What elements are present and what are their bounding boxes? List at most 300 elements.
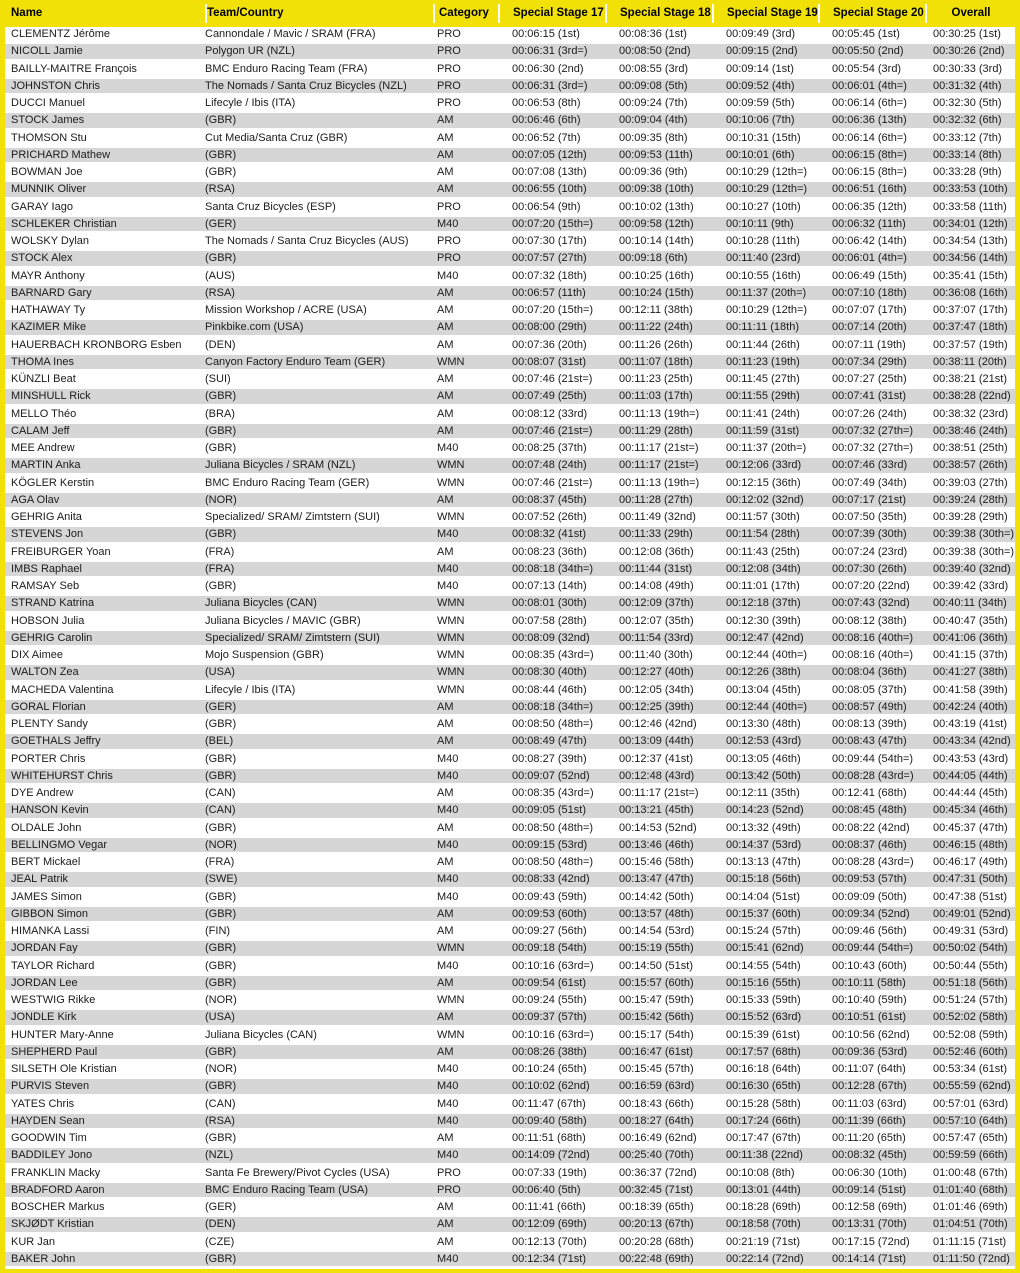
stage19-time: 00:09:49 (3rd): [726, 28, 796, 41]
rider-name: WALTON Zea: [11, 666, 79, 679]
rider-name: KUR Jan: [11, 1235, 56, 1248]
stage17-time: 00:07:08 (13th): [512, 166, 587, 179]
stage19-time: 00:14:37 (53rd): [726, 838, 802, 851]
stage19-time: 00:12:06 (33rd): [726, 459, 802, 472]
category: AM: [437, 183, 454, 196]
stage17-time: 00:06:31 (3rd=): [512, 45, 588, 58]
stage19-time: 00:09:59 (5th): [726, 97, 795, 110]
rider-name: JOHNSTON Chris: [11, 79, 101, 92]
stage20-time: 00:09:53 (57th): [832, 873, 907, 886]
team-country: (GBR): [205, 166, 237, 179]
stage20-time: 00:09:44 (54th=): [832, 942, 914, 955]
rider-name: YATES Chris: [11, 1097, 75, 1110]
stage20-time: 00:08:57 (49th): [832, 700, 907, 713]
team-country: (SWE): [205, 873, 238, 886]
overall-time: 00:39:03 (27th): [933, 476, 1008, 489]
team-country: (GBR): [205, 114, 237, 127]
stage19-time: 00:17:47 (67th): [726, 1132, 801, 1145]
stage18-time: 00:11:13 (19th=): [619, 407, 700, 420]
team-country: (GER): [205, 1201, 237, 1214]
stage18-time: 00:14:53 (52nd): [619, 821, 697, 834]
category: AM: [437, 493, 454, 506]
table-row: [5, 62, 1015, 79]
stage20-time: 00:17:15 (72nd): [832, 1235, 910, 1248]
overall-time: 00:55:59 (62nd): [933, 1080, 1011, 1093]
stage17-time: 00:11:47 (67th): [512, 1097, 586, 1110]
stage20-time: 00:09:09 (50th): [832, 890, 907, 903]
stage19-time: 00:11:37 (20th=): [726, 442, 807, 455]
stage17-time: 00:08:50 (48th=): [512, 821, 594, 834]
stage18-time: 00:11:17 (21st=): [619, 787, 699, 800]
stage17-time: 00:07:13 (14th): [512, 580, 587, 593]
team-country: Juliana Bicycles (CAN): [205, 597, 317, 610]
table-row: [5, 734, 1015, 751]
stage17-time: 00:08:44 (46th): [512, 683, 587, 696]
table-row: [5, 683, 1015, 700]
stage19-time: 00:11:40 (23rd): [726, 252, 801, 265]
overall-time: 00:33:53 (10th): [933, 183, 1008, 196]
stage20-time: 00:07:20 (22nd): [832, 580, 910, 593]
stage20-time: 00:07:32 (27th=): [832, 424, 914, 437]
stage20-time: 00:07:32 (27th=): [832, 442, 914, 455]
category: M40: [437, 959, 459, 972]
team-country: (FRA): [205, 562, 235, 575]
team-country: (CAN): [205, 787, 236, 800]
stage20-time: 00:05:50 (2nd): [832, 45, 904, 58]
overall-time: 00:39:28 (29th): [933, 511, 1008, 524]
stage20-time: 00:08:16 (40th=): [832, 649, 914, 662]
stage20-time: 00:07:39 (30th): [832, 528, 907, 541]
overall-time: 00:52:08 (59th): [933, 1028, 1008, 1041]
stage18-time: 00:32:45 (71st): [619, 1183, 693, 1196]
stage19-time: 00:12:18 (37th): [726, 597, 801, 610]
table-row: [5, 1062, 1015, 1079]
category: AM: [437, 1011, 454, 1024]
table-row: [5, 251, 1015, 268]
overall-time: 00:51:24 (57th): [933, 994, 1008, 1007]
overall-time: 00:30:26 (2nd): [933, 45, 1005, 58]
table-row: [5, 131, 1015, 148]
stage19-time: 00:15:18 (56th): [726, 873, 801, 886]
category: AM: [437, 390, 454, 403]
category: WMN: [437, 597, 465, 610]
stage20-time: 00:08:32 (45th): [832, 1149, 907, 1162]
table-row: [5, 1235, 1015, 1252]
team-country: (USA): [205, 1011, 235, 1024]
stage17-time: 00:06:53 (8th): [512, 97, 581, 110]
stage20-time: 00:10:51 (61st): [832, 1011, 906, 1024]
stage19-time: 00:13:13 (47th): [726, 856, 801, 869]
rider-name: SILSETH Ole Kristian: [11, 1063, 117, 1076]
stage19-time: 00:12:44 (40th=): [726, 649, 808, 662]
stage17-time: 00:09:18 (54th): [512, 942, 587, 955]
table-row: [5, 821, 1015, 838]
rider-name: THOMA Ines: [11, 355, 74, 368]
stage19-time: 00:15:52 (63rd): [726, 1011, 802, 1024]
stage20-time: 00:06:01 (4th=): [832, 252, 907, 265]
overall-time: 00:47:31 (50th): [933, 873, 1008, 886]
overall-time: 00:43:19 (41st): [933, 718, 1007, 731]
category: AM: [437, 304, 454, 317]
stage19-time: 00:11:59 (31st): [726, 424, 800, 437]
column-header-category: Category: [433, 4, 498, 23]
rider-name: BELLINGMO Vegar: [11, 838, 107, 851]
stage19-time: 00:10:29 (12th=): [726, 304, 808, 317]
table-row: [5, 286, 1015, 303]
stage17-time: 00:09:05 (51st): [512, 804, 586, 817]
column-header-stage17: Special Stage 17: [498, 4, 605, 23]
table-row: [5, 579, 1015, 596]
category: PRO: [437, 45, 461, 58]
stage18-time: 00:12:07 (35th): [619, 614, 694, 627]
stage20-time: 00:08:04 (36th): [832, 666, 907, 679]
team-country: (NOR): [205, 838, 237, 851]
stage19-time: 00:11:41 (24th): [726, 407, 800, 420]
rider-name: KÖGLER Kerstin: [11, 476, 95, 489]
rider-name: MELLO Théo: [11, 407, 77, 420]
table-row: [5, 545, 1015, 562]
table-row: [5, 217, 1015, 234]
stage18-time: 00:13:47 (47th): [619, 873, 694, 886]
rider-name: WHITEHURST Chris: [11, 769, 113, 782]
rider-name: JONDLE Kirk: [11, 1011, 77, 1024]
category: M40: [437, 838, 459, 851]
stage20-time: 00:07:14 (20th): [832, 321, 907, 334]
team-country: (GBR): [205, 1080, 237, 1093]
stage18-time: 00:13:21 (45th): [619, 804, 694, 817]
stage18-time: 00:11:13 (19th=): [619, 476, 700, 489]
stage20-time: 00:07:46 (33rd): [832, 459, 908, 472]
table-row: [5, 976, 1015, 993]
stage18-time: 00:10:02 (13th): [619, 200, 694, 213]
stage20-time: 00:12:58 (69th): [832, 1201, 907, 1214]
stage19-time: 00:12:44 (40th=): [726, 700, 808, 713]
overall-time: 00:38:57 (26th): [933, 459, 1008, 472]
team-country: (GER): [205, 217, 237, 230]
table-row: [5, 269, 1015, 286]
overall-time: 00:39:38 (30th=): [933, 528, 1015, 541]
stage18-time: 00:10:24 (15th): [619, 286, 694, 299]
stage18-time: 00:15:47 (59th): [619, 994, 694, 1007]
overall-time: 00:33:12 (7th): [933, 131, 1002, 144]
rider-name: SHEPHERD Paul: [11, 1045, 98, 1058]
rider-name: HAYDEN Sean: [11, 1114, 85, 1127]
team-country: Canyon Factory Enduro Team (GER): [205, 355, 386, 368]
stage19-time: 00:10:06 (7th): [726, 114, 795, 127]
category: AM: [437, 407, 454, 420]
rider-name: CLEMENTZ Jérôme: [11, 28, 111, 41]
rider-name: WOLSKY Dylan: [11, 235, 90, 248]
overall-time: 00:57:47 (65th): [933, 1132, 1008, 1145]
stage17-time: 00:07:52 (26th): [512, 511, 587, 524]
stage19-time: 00:10:27 (10th): [726, 200, 801, 213]
stage19-time: 00:11:37 (20th=): [726, 286, 807, 299]
stage18-time: 00:09:35 (8th): [619, 131, 688, 144]
stage19-time: 00:11:11 (18th): [726, 321, 799, 334]
stage17-time: 00:09:24 (55th): [512, 994, 587, 1007]
stage20-time: 00:09:44 (54th=): [832, 752, 914, 765]
category: PRO: [437, 97, 461, 110]
stage18-time: 00:12:48 (43rd): [619, 769, 695, 782]
stage17-time: 00:11:41 (66th): [512, 1201, 586, 1214]
category: M40: [437, 442, 459, 455]
stage17-time: 00:06:15 (1st): [512, 28, 580, 41]
rider-name: GOETHALS Jeffry: [11, 735, 101, 748]
stage20-time: 00:06:14 (6th=): [832, 131, 907, 144]
category: WMN: [437, 649, 465, 662]
rider-name: BOSCHER Markus: [11, 1201, 105, 1214]
team-country: (RSA): [205, 183, 235, 196]
team-country: (USA): [205, 666, 235, 679]
stage19-time: 00:11:54 (28th): [726, 528, 800, 541]
team-country: (GBR): [205, 907, 237, 920]
stage19-time: 00:11:01 (17th): [726, 580, 800, 593]
category: M40: [437, 217, 459, 230]
rider-name: BOWMAN Joe: [11, 166, 83, 179]
overall-time: 00:40:11 (34th): [933, 597, 1007, 610]
team-country: BMC Enduro Racing Team (FRA): [205, 62, 368, 75]
stage18-time: 00:12:11 (38th): [619, 304, 693, 317]
table-row: [5, 476, 1015, 493]
rider-name: MACHEDA Valentina: [11, 683, 114, 696]
stage17-time: 00:07:32 (18th): [512, 269, 587, 282]
overall-time: 00:39:38 (30th=): [933, 545, 1015, 558]
team-country: Juliana Bicycles / SRAM (NZL): [205, 459, 356, 472]
rider-name: GIBBON Simon: [11, 907, 89, 920]
category: AM: [437, 907, 454, 920]
stage17-time: 00:08:35 (43rd=): [512, 787, 594, 800]
stage17-time: 00:06:55 (10th): [512, 183, 587, 196]
stage20-time: 00:09:34 (52nd): [832, 907, 910, 920]
stage18-time: 00:15:45 (57th): [619, 1063, 694, 1076]
table-row: [5, 1166, 1015, 1183]
stage19-time: 00:09:15 (2nd): [726, 45, 798, 58]
stage17-time: 00:08:50 (48th=): [512, 856, 594, 869]
category: AM: [437, 1235, 454, 1248]
team-country: (GBR): [205, 976, 237, 989]
rider-name: GORAL Florian: [11, 700, 86, 713]
stage20-time: 00:07:07 (17th): [832, 304, 907, 317]
stage17-time: 00:08:33 (42nd): [512, 873, 590, 886]
stage18-time: 00:13:46 (46th): [619, 838, 694, 851]
rider-name: IMBS Raphael: [11, 562, 82, 575]
team-country: Mission Workshop / ACRE (USA): [205, 304, 367, 317]
stage19-time: 00:15:24 (57th): [726, 925, 801, 938]
stage17-time: 00:07:20 (15th=): [512, 217, 594, 230]
overall-time: 00:32:32 (6th): [933, 114, 1002, 127]
stage17-time: 00:09:40 (58th): [512, 1114, 587, 1127]
rider-name: PURVIS Steven: [11, 1080, 90, 1093]
stage18-time: 00:09:36 (9th): [619, 166, 688, 179]
team-country: Pinkbike.com (USA): [205, 321, 304, 334]
stage19-time: 00:12:11 (35th): [726, 787, 800, 800]
overall-time: 00:41:27 (38th): [933, 666, 1008, 679]
rider-name: GARAY Iago: [11, 200, 73, 213]
stage17-time: 00:12:34 (71st): [512, 1252, 586, 1265]
overall-time: 00:36:08 (16th): [933, 286, 1008, 299]
table-row: [5, 631, 1015, 648]
team-country: (NOR): [205, 1063, 237, 1076]
rider-name: BARNARD Gary: [11, 286, 92, 299]
rider-name: KAZIMER Mike: [11, 321, 87, 334]
stage20-time: 00:06:32 (11th): [832, 217, 906, 230]
overall-time: 00:46:17 (49th): [933, 856, 1008, 869]
category: M40: [437, 580, 459, 593]
stage17-time: 00:09:53 (60th): [512, 907, 587, 920]
category: M40: [437, 769, 459, 782]
stage17-time: 00:08:25 (37th): [512, 442, 587, 455]
table-row: [5, 941, 1015, 958]
table-row: [5, 79, 1015, 96]
table-row: [5, 1183, 1015, 1200]
table-row: [5, 1010, 1015, 1027]
stage18-time: 00:12:05 (34th): [619, 683, 694, 696]
stage18-time: 00:11:33 (29th): [619, 528, 693, 541]
overall-time: 01:01:46 (69th): [933, 1201, 1008, 1214]
table-row: [5, 200, 1015, 217]
stage18-time: 00:11:29 (28th): [619, 424, 693, 437]
stage19-time: 00:13:04 (45th): [726, 683, 801, 696]
table-row: [5, 148, 1015, 165]
stage20-time: 00:13:31 (70th): [832, 1218, 907, 1231]
table-row: [5, 424, 1015, 441]
stage17-time: 00:06:30 (2nd): [512, 62, 584, 75]
stage20-time: 00:07:50 (35th): [832, 511, 907, 524]
stage20-time: 00:06:15 (8th=): [832, 148, 907, 161]
team-country: (BEL): [205, 735, 234, 748]
team-country: (DEN): [205, 338, 236, 351]
stage17-time: 00:07:48 (24th): [512, 459, 587, 472]
stage18-time: 00:18:27 (64th): [619, 1114, 694, 1127]
stage20-time: 00:07:27 (25th): [832, 373, 907, 386]
rider-name: RAMSAY Seb: [11, 580, 80, 593]
team-country: (AUS): [205, 269, 235, 282]
stage18-time: 00:11:07 (18th): [619, 355, 693, 368]
team-country: Mojo Suspension (GBR): [205, 649, 324, 662]
stage20-time: 00:07:49 (34th): [832, 476, 907, 489]
stage18-time: 00:11:17 (21st=): [619, 459, 699, 472]
stage19-time: 00:13:30 (48th): [726, 718, 801, 731]
stage20-time: 00:12:41 (68th): [832, 787, 907, 800]
stage20-time: 00:08:28 (43rd=): [832, 769, 914, 782]
rider-name: KÜNZLI Beat: [11, 373, 76, 386]
overall-time: 00:39:24 (28th): [933, 493, 1008, 506]
category: AM: [437, 1201, 454, 1214]
overall-time: 00:38:11 (20th): [933, 355, 1007, 368]
stage17-time: 00:08:27 (39th): [512, 752, 587, 765]
stage20-time: 00:06:15 (8th=): [832, 166, 907, 179]
stage19-time: 00:15:39 (61st): [726, 1028, 800, 1041]
team-country: (NOR): [205, 994, 237, 1007]
overall-time: 00:34:01 (12th): [933, 217, 1008, 230]
rider-name: HIMANKA Lassi: [11, 925, 90, 938]
category: WMN: [437, 511, 465, 524]
stage19-time: 00:10:08 (8th): [726, 1166, 795, 1179]
overall-time: 00:30:25 (1st): [933, 28, 1001, 41]
stage17-time: 00:08:07 (31st): [512, 355, 586, 368]
category: M40: [437, 1063, 459, 1076]
column-header-stage19: Special Stage 19: [712, 4, 818, 23]
table-row: [5, 872, 1015, 889]
team-country: (GBR): [205, 424, 237, 437]
stage17-time: 00:07:46 (21st=): [512, 476, 593, 489]
stage17-time: 00:06:57 (11th): [512, 286, 586, 299]
rider-name: MARTIN Anka: [11, 459, 81, 472]
stage19-time: 00:09:52 (4th): [726, 79, 795, 92]
team-country: The Nomads / Santa Cruz Bicycles (AUS): [205, 235, 409, 248]
stage19-time: 00:22:14 (72nd): [726, 1252, 804, 1265]
stage19-time: 00:15:37 (60th): [726, 907, 801, 920]
stage17-time: 00:08:35 (43rd=): [512, 649, 594, 662]
overall-time: 00:38:21 (21st): [933, 373, 1007, 386]
category: AM: [437, 373, 454, 386]
overall-time: 00:31:32 (4th): [933, 79, 1002, 92]
stage18-time: 00:18:43 (66th): [619, 1097, 694, 1110]
team-country: Cannondale / Mavic / SRAM (FRA): [205, 28, 376, 41]
overall-time: 00:52:46 (60th): [933, 1045, 1008, 1058]
stage18-time: 00:08:36 (1st): [619, 28, 687, 41]
table-row: [5, 1079, 1015, 1096]
stage17-time: 00:09:07 (52nd): [512, 769, 590, 782]
stage17-time: 00:10:24 (65th): [512, 1063, 587, 1076]
stage17-time: 00:09:43 (59th): [512, 890, 587, 903]
stage20-time: 00:08:12 (38th): [832, 614, 907, 627]
stage20-time: 00:08:37 (46th): [832, 838, 907, 851]
overall-time: 00:44:44 (45th): [933, 787, 1008, 800]
rider-name: GEHRIG Carolin: [11, 631, 93, 644]
stage20-time: 00:08:13 (39th): [832, 718, 907, 731]
overall-time: 01:00:48 (67th): [933, 1166, 1008, 1179]
table-row: [5, 320, 1015, 337]
team-country: (FIN): [205, 925, 231, 938]
stage17-time: 00:09:15 (53rd): [512, 838, 588, 851]
overall-time: 00:42:24 (40th): [933, 700, 1008, 713]
overall-time: 00:59:59 (66th): [933, 1149, 1008, 1162]
table-row: [5, 562, 1015, 579]
table-row: [5, 44, 1015, 61]
stage18-time: 00:20:28 (68th): [619, 1235, 694, 1248]
stage19-time: 00:15:33 (59th): [726, 994, 801, 1007]
rider-name: THOMSON Stu: [11, 131, 87, 144]
stage20-time: 00:09:36 (53rd): [832, 1045, 908, 1058]
stage18-time: 00:15:17 (54th): [619, 1028, 694, 1041]
stage18-time: 00:15:57 (60th): [619, 976, 694, 989]
stage18-time: 00:14:50 (51st): [619, 959, 693, 972]
stage19-time: 00:11:43 (25th): [726, 545, 800, 558]
team-country: (NZL): [205, 1149, 234, 1162]
stage19-time: 00:12:02 (32nd): [726, 493, 804, 506]
stage20-time: 00:06:01 (4th=): [832, 79, 907, 92]
rider-name: SKJØDT Kristian: [11, 1218, 94, 1231]
category: M40: [437, 528, 459, 541]
stage17-time: 00:06:40 (5th): [512, 1183, 581, 1196]
stage18-time: 00:11:49 (32nd): [619, 511, 696, 524]
table-row: [5, 1148, 1015, 1165]
stage17-time: 00:10:16 (63rd=): [512, 1028, 594, 1041]
rider-name: STEVENS Jon: [11, 528, 84, 541]
stage18-time: 00:09:24 (7th): [619, 97, 688, 110]
stage19-time: 00:17:24 (66th): [726, 1114, 801, 1127]
overall-time: 01:11:50 (72nd): [933, 1252, 1010, 1265]
stage19-time: 00:11:55 (29th): [726, 390, 800, 403]
column-header-name: Name: [11, 7, 43, 19]
stage18-time: 00:09:04 (4th): [619, 114, 688, 127]
table-row: [5, 1217, 1015, 1234]
overall-time: 00:30:33 (3rd): [933, 62, 1003, 75]
category: AM: [437, 545, 454, 558]
team-country: (GBR): [205, 1132, 237, 1145]
category: AM: [437, 925, 454, 938]
